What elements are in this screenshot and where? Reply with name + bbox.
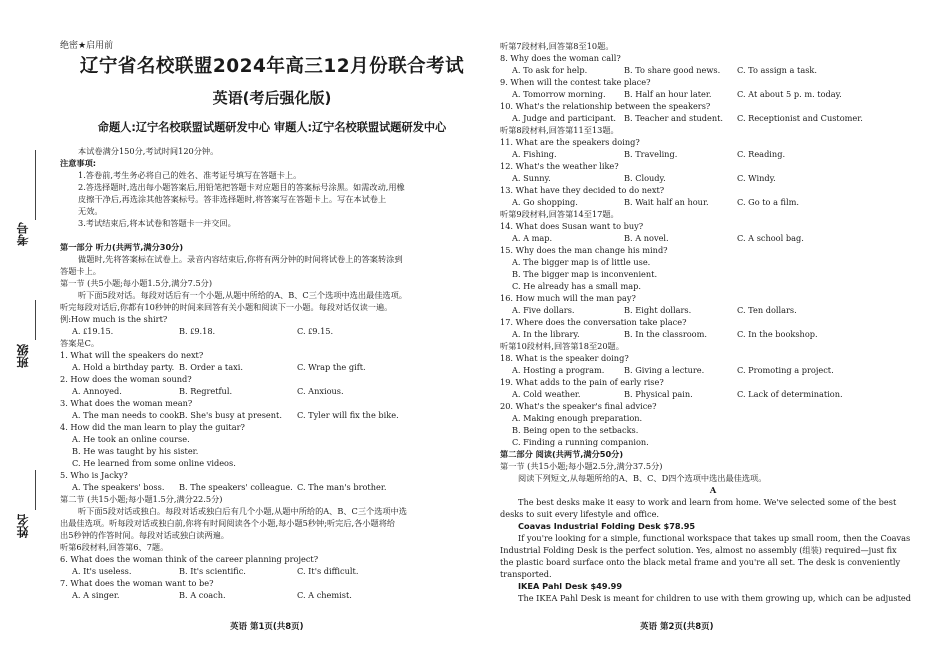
- options-row: [60, 385, 484, 397]
- text-line: transported.: [500, 569, 552, 579]
- right-content: [500, 40, 926, 604]
- option-c: C. The man's brother.: [297, 482, 387, 492]
- text-line: 3.考试结束后,将本试卷和答题卡一并交回。: [78, 218, 236, 228]
- text-line: 8. Why does the woman call?: [500, 53, 621, 63]
- option-c: C. At about 5 p. m. today.: [737, 89, 842, 99]
- options-row: [60, 325, 484, 337]
- option-a: A. ₤19.15.: [72, 326, 114, 336]
- text-line: 阅读下列短文,从每题所给的A、B、C、D四个选项中选出最佳选项。: [518, 473, 767, 483]
- left-content: [60, 145, 484, 601]
- text-line: 11. What are the speakers doing?: [500, 137, 640, 147]
- option-a: A. Cold weather.: [512, 389, 581, 399]
- option-b: B. Eight dollars.: [624, 305, 692, 315]
- text-line: 13. What have they decided to do next?: [500, 185, 665, 195]
- text-line: C. He learned from some online videos.: [72, 458, 236, 468]
- text-line: 无效。: [78, 206, 103, 216]
- text-line: 皮擦干净后,再选涂其他答案标号。答非选择题时,将答案写在答题卡上。写在本试卷上: [78, 194, 387, 204]
- options-row: [500, 148, 926, 160]
- option-a: A. Judge and participant.: [512, 113, 617, 123]
- class-field: [10, 300, 54, 380]
- options-row: [500, 304, 926, 316]
- page-footer-left: 英语 第1页(共8页): [230, 622, 304, 632]
- text-line: C. He already has a small map.: [512, 281, 641, 291]
- options-row: [500, 172, 926, 184]
- text-line: B. Being open to the setbacks.: [512, 425, 639, 435]
- option-b: B. It's scientific.: [179, 566, 246, 576]
- option-b: B. Order a taxi.: [179, 362, 243, 372]
- option-c: C. It's difficult.: [297, 566, 359, 576]
- exam-authors: 命题人:辽宁名校联盟试题研发中心 审题人:辽宁名校联盟试题研发中心: [97, 121, 447, 134]
- text-line: 3. What does the woman mean?: [60, 398, 193, 408]
- option-b: B. To share good news.: [624, 65, 721, 75]
- text-line: 2. How does the woman sound?: [60, 374, 192, 384]
- text-line: 听第7段材料,回答第8至10题。: [500, 41, 614, 51]
- option-c: C. Receptionist and Customer.: [737, 113, 863, 123]
- option-a: A. A map.: [512, 233, 553, 243]
- options-row: [500, 196, 926, 208]
- option-a: A. To ask for help.: [512, 65, 588, 75]
- option-c: C. A school bag.: [737, 233, 804, 243]
- text-line: 5. Who is Jacky?: [60, 470, 128, 480]
- option-c: C. In the bookshop.: [737, 329, 818, 339]
- option-b: B. ₤9.18.: [179, 326, 216, 336]
- text-line: The IKEA Pahl Desk is meant for children to use with them growing up, which can be adjusted: [518, 593, 912, 603]
- option-c: C. Tyler will fix the bike.: [297, 410, 399, 420]
- option-a: A. Hold a birthday party.: [72, 362, 175, 372]
- option-a: A. Annoyed.: [72, 386, 122, 396]
- section-heading: 注意事项:: [60, 158, 97, 168]
- text-line: B. He was taught by his sister.: [72, 446, 199, 456]
- text-line: A. He took an online course.: [72, 434, 190, 444]
- text-line: 1.答卷前,考生务必将自己的姓名、准考证号填写在答题卡上。: [78, 170, 302, 180]
- option-b: B. Cloudy.: [624, 173, 666, 183]
- options-row: [500, 388, 926, 400]
- text-line: 听下面5段对话或独白。每段对话或独白后有几个小题,从题中所给的A、B、C三个选项中选: [78, 506, 407, 516]
- text-line: 听第6段材料,回答第6、7题。: [60, 542, 169, 552]
- text-line: 4. How did the man learn to play the guitar?: [60, 422, 245, 432]
- text-line: 9. When will the contest take place?: [500, 77, 651, 87]
- options-row: [60, 481, 484, 493]
- option-b: B. Physical pain.: [624, 389, 693, 399]
- option-a: A. The speakers' boss.: [72, 482, 165, 492]
- option-b: B. Giving a lecture.: [624, 365, 705, 375]
- secret-mark: 绝密★启用前: [60, 41, 114, 51]
- text-line: 17. Where does the conversation take place?: [500, 317, 687, 327]
- text-line: The best desks make it easy to work and learn from home. We've selected some of the best: [518, 497, 897, 507]
- options-row: [60, 565, 484, 577]
- class-label: 班级: [16, 344, 30, 368]
- text-line: 19. What adds to the pain of early rise?: [500, 377, 664, 387]
- text-line: A. The bigger map is of little use.: [512, 257, 651, 267]
- options-row: [60, 409, 484, 421]
- exam-number-label: 考号: [16, 222, 30, 246]
- option-c: C. Lack of determination.: [737, 389, 843, 399]
- text-line: A. Making enough preparation.: [512, 413, 643, 423]
- option-a: A. Tomorrow morning.: [512, 89, 606, 99]
- exam-title: 辽宁省名校联盟2024年高三12月份联合考试: [79, 56, 465, 77]
- text-line: If you're looking for a simple, functional workspace that takes up small room, then the Coavas: [518, 533, 911, 543]
- page-footer-right: 英语 第2页(共8页): [640, 622, 714, 632]
- options-row: [500, 232, 926, 244]
- options-row: [500, 64, 926, 76]
- exam-subtitle: 英语(考后强化版): [212, 89, 332, 107]
- text-line: A: [709, 485, 717, 495]
- text-line: 14. What does Susan want to buy?: [500, 221, 644, 231]
- option-c: C. Wrap the gift.: [297, 362, 366, 372]
- section-heading: 第二部分 阅读(共两节,满分50分): [500, 449, 624, 459]
- section-heading: IKEA Pahl Desk $49.99: [518, 581, 623, 591]
- text-line: 6. What does the woman think of the career planning project?: [60, 554, 319, 564]
- option-b: B. The speakers' colleague.: [179, 482, 293, 492]
- text-line: 听第10段材料,回答第18至20题。: [500, 341, 624, 351]
- text-line: 听下面5段对话。每段对话后有一个小题,从题中所给的A、B、C三个选项中选出最佳选项。: [78, 290, 407, 300]
- options-row: [500, 328, 926, 340]
- options-row: [500, 364, 926, 376]
- text-line: 20. What's the speaker's final advice?: [500, 401, 657, 411]
- option-a: A. A singer.: [72, 590, 120, 600]
- text-line: 听第8段材料,回答第11至13题。: [500, 125, 619, 135]
- text-line: 听完每段对话后,你都有10秒钟的时间来回答有关小题和阅读下一小题。每段对话仅读一遍。: [60, 302, 393, 312]
- options-row: [500, 88, 926, 100]
- options-row: [500, 112, 926, 124]
- text-line: 第二节 (共15小题;每小题1.5分,满分22.5分): [60, 494, 223, 504]
- option-a: A. Go shopping.: [512, 197, 578, 207]
- text-line: 7. What does the woman want to be?: [60, 578, 214, 588]
- name-line: [35, 470, 36, 510]
- name-field: [10, 470, 54, 560]
- option-c: C. Ten dollars.: [737, 305, 797, 315]
- text-line: B. The bigger map is inconvenient.: [512, 269, 658, 279]
- text-line: C. Finding a running companion.: [512, 437, 649, 447]
- text-line: 听第9段材料,回答第14至17题。: [500, 209, 619, 219]
- options-row: [60, 589, 484, 601]
- option-c: C. ₤9.15.: [297, 326, 334, 336]
- class-line: [35, 300, 36, 340]
- text-line: 2.答选择题时,选出每小题答案后,用铅笔把答题卡对应题目的答案标号涂黑。如需改动,用橡: [78, 182, 405, 192]
- option-b: B. In the classroom.: [624, 329, 707, 339]
- text-line: the plastic board surface onto the black metal frame and you're all set. The desk is conveniently: [500, 557, 901, 567]
- text-line: 第一节 (共5小题;每小题1.5分,满分7.5分): [60, 278, 213, 288]
- text-line: 15. Why does the man change his mind?: [500, 245, 668, 255]
- option-a: A. Sunny.: [512, 173, 551, 183]
- option-c: C. To assign a task.: [737, 65, 817, 75]
- option-b: B. A coach.: [179, 590, 226, 600]
- name-label: 姓名: [16, 514, 30, 538]
- option-b: B. A novel.: [624, 233, 669, 243]
- text-line: 10. What's the relationship between the speakers?: [500, 101, 711, 111]
- text-line: 出5秒钟的作答时间。每段对话或独白读两遍。: [60, 530, 229, 540]
- option-a: A. The man needs to cook.: [72, 410, 182, 420]
- option-b: B. She's busy at present.: [179, 410, 282, 420]
- exam-number-field: [10, 150, 54, 250]
- section-heading: 第一部分 听力(共两节,满分30分): [60, 242, 184, 252]
- option-a: A. It's useless.: [72, 566, 132, 576]
- option-c: C. Reading.: [737, 149, 786, 159]
- text-line: 例:How much is the shirt?: [60, 314, 168, 324]
- option-c: C. Promoting a project.: [737, 365, 834, 375]
- option-b: B. Regretful.: [179, 386, 233, 396]
- text-line: 出最佳选项。听每段对话或独白前,你将有时间阅读各个小题,每小题5秒钟;听完后,各小题将给: [60, 518, 396, 528]
- text-line: 答案是C。: [60, 338, 100, 348]
- text-line: 1. What will the speakers do next?: [60, 350, 204, 360]
- option-a: A. Hosting a program.: [512, 365, 605, 375]
- option-c: C. Anxious.: [297, 386, 344, 396]
- text-line: 12. What's the weather like?: [500, 161, 619, 171]
- option-b: B. Wait half an hour.: [624, 197, 709, 207]
- text-line: 本试卷满分150分,考试时间120分钟。: [78, 146, 219, 156]
- option-b: B. Teacher and student.: [624, 113, 724, 123]
- text-line: 18. What is the speaker doing?: [500, 353, 629, 363]
- text-line: Industrial Folding Desk is the perfect solution. Yes, almost no assembly (组装) required—just fix: [500, 545, 897, 555]
- text-line: 答题卡上。: [60, 266, 101, 276]
- binding-strip: [0, 0, 56, 655]
- text-line: desks to suit every lifestyle and office.: [500, 509, 660, 519]
- option-a: A. Five dollars.: [512, 305, 575, 315]
- options-row: [60, 361, 484, 373]
- exam-number-line: [35, 150, 36, 220]
- section-heading: Coavas Industrial Folding Desk $78.95: [518, 521, 696, 531]
- option-a: A. Fishing.: [512, 149, 557, 159]
- option-c: C. A chemist.: [297, 590, 352, 600]
- text-line: 做题时,先将答案标在试卷上。录音内容结束后,你将有两分钟的时间将试卷上的答案转涂到: [78, 254, 403, 264]
- option-b: B. Traveling.: [624, 149, 678, 159]
- option-b: B. Half an hour later.: [624, 89, 712, 99]
- option-c: C. Windy.: [737, 173, 776, 183]
- text-line: 16. How much will the man pay?: [500, 293, 636, 303]
- option-a: A. In the library.: [512, 329, 580, 339]
- text-line: [60, 229, 484, 241]
- option-c: C. Go to a film.: [737, 197, 800, 207]
- text-line: 第一节 (共15小题;每小题2.5分,满分37.5分): [500, 461, 663, 471]
